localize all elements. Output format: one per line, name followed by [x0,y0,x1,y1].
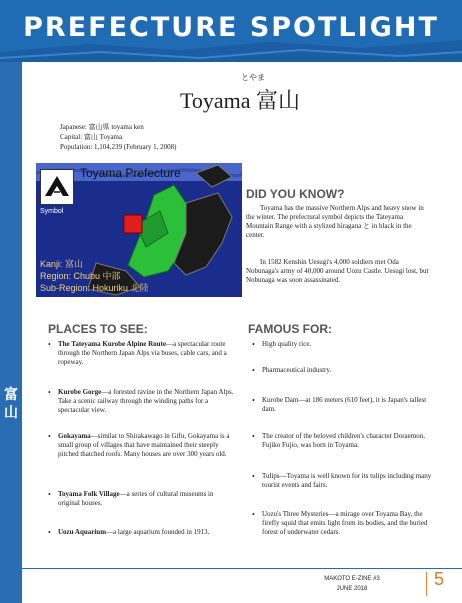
list-item: • Pharmaceutical industry. [250,366,435,375]
sidebar-kanji: 富山 [4,387,18,421]
map-kanji: Kanji: 富山 [40,259,84,269]
title-furigana: とやま [241,73,265,82]
map-title: Toyama Prefecture [80,166,181,180]
footer-vertical-rule [426,572,427,596]
list-item: • Kurobe Gorge—a forested ravine in the Northern Japan Alps. Take a scenic railway through the winding paths for a spectacular view. [46,388,236,415]
zine-date: JUNE 2018 [336,586,368,592]
zine-name: MAKOTO E-ZINE #3 [324,576,380,582]
map-region: Region: Chubu 中部 [40,271,121,281]
footer-zine [312,574,392,594]
list-item: • High quality rice. [250,340,435,349]
did-you-know-paragraph-1: Toyama has the massive Northern Alps and heavy snow in the winter. The prefectural symbol depicts the Tateyama Mountain Range with a stylized hiragana と in black in the center. [246,204,424,239]
places-heading: PLACES TO SEE: [48,322,148,336]
did-you-know-heading: DID YOU KNOW? [246,187,345,201]
map-subregion: Sub-Region: Hokuriku 北陸 [40,283,149,293]
list-item: • Uozu's Three Mysteries—a mirage over Toyama Bay, the firefly squid that emits light from its bodies, and the buried forest of underwater cedars. [250,510,435,537]
did-you-know-paragraph-2: In 1582 Kenshin Uesugi's 4,000 soldiers met Oda Nobunaga's army of 40,000 around Uozu Castle. Uesugi lost, but Nobunaga was soon assassinated. [246,258,429,284]
list-item: • Tulips—Toyama is well known for its tulips including many tourist events and fairs. [250,472,435,490]
footer-divider [22,568,462,569]
list-item: • The creator of the beloved children's character Doraemon, Fujiko Fujio, was born in Toyama. [250,432,435,450]
left-sidebar [0,62,22,603]
header-banner [0,0,462,62]
list-item: • Toyama Folk Village—a series of cultural museums in original houses. [46,490,236,508]
symbol-label: Symbol [40,208,64,215]
japanese-name: Japanese: 富山県 toyama ken [60,123,144,131]
page-title: Toyama 富山 [179,88,301,113]
population: Population: 1,104,239 (February 1, 2008) [60,143,177,151]
mountain-symbol-icon [41,170,73,204]
list-item: • Gokayama—similar to Shirakawago in Gifu, Gokayama is a small group of villages that have maintained their steeply pitched thatched roofs. Many houses are over 300 years old. [46,432,236,459]
page-number: 5 [434,569,445,589]
list-item: • Uozu Aquarium—a large aquarium founded in 1913. [46,528,236,537]
prefecture-symbol [40,169,74,205]
famous-heading: FAMOUS FOR: [248,322,332,336]
list-item: • Kurobe Dam—at 186 meters (610 feet), it is Japan's tallest dam. [250,396,435,414]
capital: Capital: 富山 Toyama [60,133,123,141]
prefecture-info [60,122,176,152]
banner-title: PREFECTURE SPOTLIGHT [23,12,439,43]
list-item: • The Tateyama Kurobe Alpine Route—a spectacular route through the Northern Japan Alps via buses, cable cars, and a ropeway. [46,340,236,367]
prefecture-map [36,163,242,297]
